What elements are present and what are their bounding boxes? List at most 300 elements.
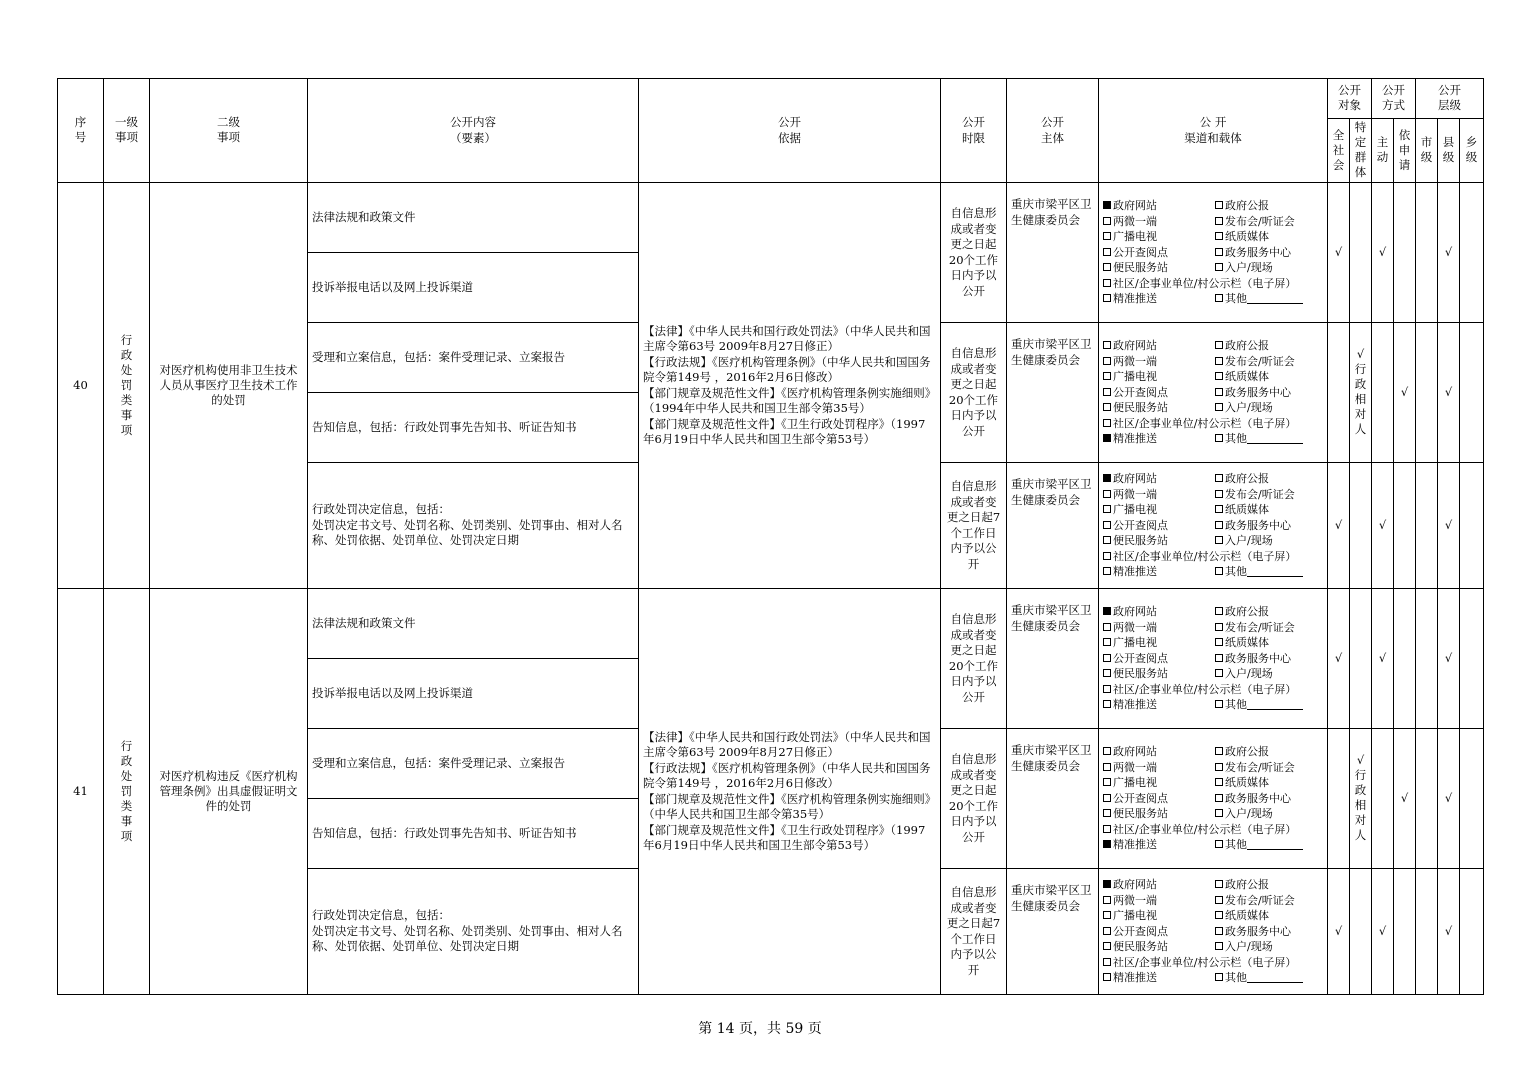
community-checkbox: [1103, 552, 1111, 560]
header-seq: 序号: [58, 79, 104, 183]
header-target-specific: 特定群体: [1350, 119, 1372, 183]
channel-gov-site: [1103, 198, 1215, 214]
channel-label: 政府网站: [1113, 745, 1157, 759]
basis-item: 【部门规章及规范性文件】《卫生行政处罚程序》（1997年6月19日中华人民共和国卫生部令第53号）: [643, 822, 926, 852]
door-checkbox: [1215, 403, 1223, 411]
publish-subject: 重庆市梁平区卫生健康委员会: [1011, 603, 1092, 633]
press-conf-checkbox: [1215, 490, 1223, 498]
mark-level-county: √: [1444, 244, 1453, 259]
channel-service-center: [1215, 385, 1291, 401]
other-blank: [1247, 972, 1303, 983]
service-center-checkbox: [1215, 794, 1223, 802]
channel-other: [1215, 564, 1303, 580]
channel-other: [1215, 697, 1303, 713]
other-checkbox: [1215, 840, 1223, 848]
channel-gov-site: [1103, 604, 1215, 620]
content-item: 行政处罚决定信息，包括： 处罚决定书文号、处罚名称、处罚类别、处罚事由、相对人名称、处罚依据、处罚单位、处罚决定日期: [312, 908, 623, 954]
community-checkbox: [1103, 685, 1111, 693]
header-subject: 公开 主体: [1007, 79, 1099, 183]
channel-gov-site: [1103, 744, 1215, 760]
channel-two-micro: [1103, 760, 1215, 776]
channel-reading: [1103, 924, 1215, 940]
channel-label: 其他: [1225, 698, 1247, 712]
channel-label: 两微一端: [1113, 620, 1157, 634]
channel-paper: [1215, 775, 1269, 791]
channel-label: 两微一端: [1113, 214, 1157, 228]
service-station-checkbox: [1103, 669, 1111, 677]
push-checkbox: [1103, 840, 1111, 848]
channel-other: [1215, 970, 1303, 986]
channel-service-center: [1215, 791, 1291, 807]
mark-method-active: √: [1378, 244, 1387, 259]
door-checkbox: [1215, 942, 1223, 950]
channel-broadcast: [1103, 908, 1215, 924]
channel-community: [1103, 277, 1296, 290]
channel-list: [1103, 338, 1323, 447]
channel-community: [1103, 417, 1296, 430]
service-center-checkbox: [1215, 521, 1223, 529]
channel-gov-gazette: [1215, 471, 1269, 487]
channel-press-conf: [1215, 893, 1295, 909]
channel-label: 广播电视: [1113, 909, 1157, 923]
gov-site-checkbox: [1103, 607, 1111, 615]
door-checkbox: [1215, 263, 1223, 271]
channel-service-center: [1215, 651, 1291, 667]
channel-label: 广播电视: [1113, 636, 1157, 650]
channel-label: 便民服务站: [1113, 401, 1168, 415]
publish-time-limit: 自信息形成或者变更之日起20个工作日内予以公开: [948, 206, 999, 298]
press-conf-checkbox: [1215, 217, 1223, 225]
paper-checkbox: [1215, 778, 1223, 786]
service-station-checkbox: [1103, 536, 1111, 544]
channel-label: 政府网站: [1113, 472, 1157, 486]
channel-service-station: [1103, 400, 1215, 416]
broadcast-checkbox: [1103, 505, 1111, 513]
channel-label: 社区/企事业单位/村公示栏（电子屏）: [1113, 416, 1297, 430]
header-basis: 公开 依据: [639, 79, 941, 183]
channel-label: 政府公报: [1225, 199, 1269, 213]
reading-checkbox: [1103, 521, 1111, 529]
gov-gazette-checkbox: [1215, 880, 1223, 888]
content-item: 受理和立案信息，包括：案件受理记录、立案报告: [312, 349, 565, 364]
paper-checkbox: [1215, 372, 1223, 380]
mark-method-active: √: [1378, 923, 1387, 938]
channel-label: 社区/企事业单位/村公示栏（电子屏）: [1113, 549, 1297, 563]
publish-time-limit: 自信息形成或者变更之日起7个工作日内予以公开: [946, 479, 1001, 571]
content-item: 投诉举报电话以及网上投诉渠道: [312, 685, 473, 700]
channel-label: 社区/企事业单位/村公示栏（电子屏）: [1113, 682, 1297, 696]
channel-two-micro: [1103, 354, 1215, 370]
content-item: 行政处罚决定信息，包括： 处罚决定书文号、处罚名称、处罚类别、处罚事由、相对人名称、处罚依据、处罚单位、处罚决定日期: [312, 502, 623, 548]
channel-push: [1103, 837, 1215, 853]
mark-target-all: √: [1334, 517, 1343, 532]
channel-community: [1103, 823, 1296, 836]
publish-subject: 重庆市梁平区卫生健康委员会: [1011, 337, 1092, 367]
channel-label: 发布会/听证会: [1225, 214, 1295, 228]
channel-label: 发布会/听证会: [1225, 893, 1295, 907]
mark-method-active: √: [1378, 517, 1387, 532]
channel-other: [1215, 431, 1303, 447]
channel-paper: [1215, 635, 1269, 651]
channel-gov-gazette: [1215, 877, 1269, 893]
channel-label: 两微一端: [1113, 893, 1157, 907]
channel-label: 发布会/听证会: [1225, 620, 1295, 634]
broadcast-checkbox: [1103, 638, 1111, 646]
header-level1: 一级事项: [104, 79, 150, 183]
broadcast-checkbox: [1103, 911, 1111, 919]
mark-level-county: √: [1444, 790, 1453, 805]
channel-label: 广播电视: [1113, 370, 1157, 384]
channel-label: 入户/现场: [1225, 261, 1273, 275]
channel-label: 精准推送: [1113, 292, 1157, 306]
channel-other: [1215, 291, 1303, 307]
channel-gov-gazette: [1215, 198, 1269, 214]
channel-two-micro: [1103, 487, 1215, 503]
community-checkbox: [1103, 958, 1111, 966]
header-level-town: 乡级: [1460, 119, 1484, 183]
channel-door: [1215, 533, 1273, 549]
service-station-checkbox: [1103, 263, 1111, 271]
channel-label: 发布会/听证会: [1225, 487, 1295, 501]
channel-reading: [1103, 651, 1215, 667]
community-checkbox: [1103, 279, 1111, 287]
service-center-checkbox: [1215, 388, 1223, 396]
channel-label: 政府网站: [1113, 339, 1157, 353]
mark-target-all: √: [1334, 923, 1343, 938]
channel-reading: [1103, 245, 1215, 261]
channel-community: [1103, 683, 1296, 696]
table-row: [58, 183, 1484, 253]
two-micro-checkbox: [1103, 623, 1111, 631]
channel-broadcast: [1103, 775, 1215, 791]
channel-gov-gazette: [1215, 604, 1269, 620]
push-checkbox: [1103, 434, 1111, 442]
channel-label: 广播电视: [1113, 230, 1157, 244]
broadcast-checkbox: [1103, 372, 1111, 380]
other-checkbox: [1215, 973, 1223, 981]
channel-press-conf: [1215, 760, 1295, 776]
channel-label: 社区/企事业单位/村公示栏（电子屏）: [1113, 822, 1297, 836]
channel-label: 纸质媒体: [1225, 636, 1269, 650]
publish-subject: 重庆市梁平区卫生健康委员会: [1011, 197, 1092, 227]
channel-push: [1103, 564, 1215, 580]
mark-target-all: √: [1334, 244, 1343, 259]
channel-label: 政务服务中心: [1225, 245, 1291, 259]
channel-push: [1103, 697, 1215, 713]
gov-gazette-checkbox: [1215, 607, 1223, 615]
other-blank: [1247, 699, 1303, 710]
community-checkbox: [1103, 825, 1111, 833]
channel-push: [1103, 291, 1215, 307]
channel-label: 纸质媒体: [1225, 230, 1269, 244]
channel-label: 便民服务站: [1113, 940, 1168, 954]
channel-gov-gazette: [1215, 744, 1269, 760]
publish-time-limit: 自信息形成或者变更之日起20个工作日内予以公开: [948, 752, 999, 844]
mark-level-county: √: [1444, 923, 1453, 938]
mark-level-county: √: [1444, 384, 1453, 399]
row-level1: 行政处罚类事项: [120, 332, 133, 437]
channel-service-center: [1215, 924, 1291, 940]
row-seq: 40: [73, 377, 88, 392]
channel-gov-gazette: [1215, 338, 1269, 354]
channel-service-center: [1215, 518, 1291, 534]
mark-method-apply: √: [1400, 384, 1409, 399]
channel-press-conf: [1215, 620, 1295, 636]
content-item: 法律法规和政策文件: [312, 209, 416, 224]
channel-service-station: [1103, 260, 1215, 276]
channel-label: 其他: [1225, 565, 1247, 579]
channel-label: 公开查阅点: [1113, 924, 1168, 938]
channel-label: 政府公报: [1225, 878, 1269, 892]
press-conf-checkbox: [1215, 896, 1223, 904]
channel-list: [1103, 198, 1323, 307]
row-level2: 对医疗机构使用非卫生技术人员从事医疗卫生技术工作的处罚: [159, 363, 298, 407]
content-item: 受理和立案信息，包括：案件受理记录、立案报告: [312, 755, 565, 770]
channel-reading: [1103, 385, 1215, 401]
broadcast-checkbox: [1103, 232, 1111, 240]
press-conf-checkbox: [1215, 763, 1223, 771]
channel-label: 政府公报: [1225, 745, 1269, 759]
mark-method-apply: √: [1400, 790, 1409, 805]
two-micro-checkbox: [1103, 896, 1111, 904]
channel-label: 广播电视: [1113, 776, 1157, 790]
channel-community: [1103, 956, 1296, 969]
gov-gazette-checkbox: [1215, 747, 1223, 755]
channel-broadcast: [1103, 229, 1215, 245]
channel-label: 纸质媒体: [1225, 776, 1269, 790]
channel-label: 便民服务站: [1113, 667, 1168, 681]
channel-label: 公开查阅点: [1113, 791, 1168, 805]
channel-label: 两微一端: [1113, 760, 1157, 774]
channel-label: 政府网站: [1113, 199, 1157, 213]
gov-gazette-checkbox: [1215, 474, 1223, 482]
channel-service-station: [1103, 806, 1215, 822]
channel-label: 广播电视: [1113, 503, 1157, 517]
header-method-active: 主动: [1372, 119, 1394, 183]
channel-push: [1103, 970, 1215, 986]
basis-item: 【部门规章及规范性文件】《医疗机构管理条例实施细则》（中华人民共和国卫生部令第35号）: [643, 791, 931, 821]
channel-label: 其他: [1225, 432, 1247, 446]
channel-label: 其他: [1225, 292, 1247, 306]
reading-checkbox: [1103, 654, 1111, 662]
paper-checkbox: [1215, 505, 1223, 513]
mark-target-specific: √行政相对人: [1354, 347, 1367, 437]
basis-item: 【法律】《中华人民共和国行政处罚法》（中华人民共和国主席令第63号 2009年8月27日修正）: [643, 729, 931, 759]
basis-item: 【部门规章及规范性文件】《医疗机构管理条例实施细则》（1994年中华人民共和国卫生部令第35号）: [643, 385, 931, 415]
channel-service-station: [1103, 666, 1215, 682]
publish-time-limit: 自信息形成或者变更之日起20个工作日内予以公开: [948, 612, 999, 704]
channel-door: [1215, 400, 1273, 416]
channel-list: [1103, 877, 1323, 986]
other-blank: [1247, 839, 1303, 850]
reading-checkbox: [1103, 794, 1111, 802]
press-conf-checkbox: [1215, 357, 1223, 365]
header-level: 公开层级: [1416, 79, 1484, 119]
push-checkbox: [1103, 700, 1111, 708]
channel-label: 社区/企事业单位/村公示栏（电子屏）: [1113, 955, 1297, 969]
push-checkbox: [1103, 973, 1111, 981]
row-level1: 行政处罚类事项: [120, 738, 133, 843]
basis-cell: [639, 183, 941, 589]
broadcast-checkbox: [1103, 778, 1111, 786]
channel-broadcast: [1103, 635, 1215, 651]
publish-time-limit: 自信息形成或者变更之日起7个工作日内予以公开: [946, 885, 1001, 977]
content-item: 告知信息，包括：行政处罚事先告知书、听证告知书: [312, 419, 577, 434]
channel-push: [1103, 431, 1215, 447]
channel-label: 入户/现场: [1225, 401, 1273, 415]
channel-label: 公开查阅点: [1113, 385, 1168, 399]
mark-level-county: √: [1444, 650, 1453, 665]
channel-two-micro: [1103, 620, 1215, 636]
header-target-all: 全社会: [1328, 119, 1350, 183]
publish-subject: 重庆市梁平区卫生健康委员会: [1011, 883, 1092, 913]
channel-label: 两微一端: [1113, 487, 1157, 501]
channel-door: [1215, 939, 1273, 955]
channel-gov-site: [1103, 877, 1215, 893]
gov-site-checkbox: [1103, 880, 1111, 888]
publish-time-limit: 自信息形成或者变更之日起20个工作日内予以公开: [948, 346, 999, 438]
channel-label: 便民服务站: [1113, 534, 1168, 548]
channel-label: 公开查阅点: [1113, 651, 1168, 665]
channel-label: 入户/现场: [1225, 534, 1273, 548]
channel-label: 公开查阅点: [1113, 245, 1168, 259]
channel-label: 公开查阅点: [1113, 518, 1168, 532]
channel-two-micro: [1103, 214, 1215, 230]
channel-community: [1103, 550, 1296, 563]
channel-label: 便民服务站: [1113, 807, 1168, 821]
content-item: 法律法规和政策文件: [312, 615, 416, 630]
channel-two-micro: [1103, 893, 1215, 909]
channel-press-conf: [1215, 214, 1295, 230]
gov-site-checkbox: [1103, 474, 1111, 482]
service-center-checkbox: [1215, 248, 1223, 256]
channel-service-station: [1103, 533, 1215, 549]
door-checkbox: [1215, 809, 1223, 817]
service-station-checkbox: [1103, 942, 1111, 950]
channel-label: 政府公报: [1225, 472, 1269, 486]
reading-checkbox: [1103, 248, 1111, 256]
channel-label: 政务服务中心: [1225, 924, 1291, 938]
channel-label: 两微一端: [1113, 354, 1157, 368]
gov-site-checkbox: [1103, 201, 1111, 209]
channel-press-conf: [1215, 487, 1295, 503]
mark-target-all: √: [1334, 650, 1343, 665]
content-item: 投诉举报电话以及网上投诉渠道: [312, 279, 473, 294]
channel-label: 其他: [1225, 971, 1247, 985]
channel-service-station: [1103, 939, 1215, 955]
channel-label: 入户/现场: [1225, 940, 1273, 954]
reading-checkbox: [1103, 927, 1111, 935]
channel-label: 社区/企事业单位/村公示栏（电子屏）: [1113, 276, 1297, 290]
header-level2: 二级事项: [150, 79, 308, 183]
gov-gazette-checkbox: [1215, 201, 1223, 209]
header-level-county: 县级: [1438, 119, 1460, 183]
channel-label: 精准推送: [1113, 971, 1157, 985]
service-station-checkbox: [1103, 403, 1111, 411]
paper-checkbox: [1215, 232, 1223, 240]
header-target: 公开对象: [1328, 79, 1372, 119]
channel-label: 精准推送: [1113, 838, 1157, 852]
channel-label: 纸质媒体: [1225, 909, 1269, 923]
publish-subject: 重庆市梁平区卫生健康委员会: [1011, 743, 1092, 773]
channel-label: 纸质媒体: [1225, 503, 1269, 517]
channel-label: 政务服务中心: [1225, 651, 1291, 665]
channel-other: [1215, 837, 1303, 853]
channel-service-center: [1215, 245, 1291, 261]
channel-label: 政府公报: [1225, 339, 1269, 353]
press-conf-checkbox: [1215, 623, 1223, 631]
channel-broadcast: [1103, 369, 1215, 385]
two-micro-checkbox: [1103, 490, 1111, 498]
channel-label: 政务服务中心: [1225, 791, 1291, 805]
channel-label: 政务服务中心: [1225, 385, 1291, 399]
channel-paper: [1215, 369, 1269, 385]
other-blank: [1247, 566, 1303, 577]
channel-label: 入户/现场: [1225, 667, 1273, 681]
disclosure-table: [57, 78, 1484, 995]
other-checkbox: [1215, 434, 1223, 442]
channel-label: 入户/现场: [1225, 807, 1273, 821]
channel-label: 政府网站: [1113, 605, 1157, 619]
channel-label: 其他: [1225, 838, 1247, 852]
table-row: [58, 589, 1484, 659]
channel-gov-site: [1103, 471, 1215, 487]
channel-gov-site: [1103, 338, 1215, 354]
gov-site-checkbox: [1103, 341, 1111, 349]
basis-item: 【行政法规】《医疗机构管理条例》（中华人民共和国国务院令第149号 ，2016年2月6日修改）: [643, 354, 931, 384]
reading-checkbox: [1103, 388, 1111, 396]
service-center-checkbox: [1215, 654, 1223, 662]
channel-label: 政府网站: [1113, 878, 1157, 892]
channel-door: [1215, 260, 1273, 276]
paper-checkbox: [1215, 638, 1223, 646]
channel-broadcast: [1103, 502, 1215, 518]
channel-reading: [1103, 518, 1215, 534]
door-checkbox: [1215, 536, 1223, 544]
two-micro-checkbox: [1103, 217, 1111, 225]
channel-label: 便民服务站: [1113, 261, 1168, 275]
channel-label: 精准推送: [1113, 432, 1157, 446]
header-limit: 公开 时限: [941, 79, 1007, 183]
row-level2: 对医疗机构违反《医疗机构管理条例》出具虚假证明文件的处罚: [159, 769, 298, 813]
header-channel: 公 开 渠道和载体: [1099, 79, 1328, 183]
gov-gazette-checkbox: [1215, 341, 1223, 349]
other-checkbox: [1215, 567, 1223, 575]
channel-list: [1103, 604, 1323, 713]
gov-site-checkbox: [1103, 747, 1111, 755]
header-level-city: 市级: [1416, 119, 1438, 183]
header-method-apply: 依申请: [1394, 119, 1416, 183]
mark-method-active: √: [1378, 650, 1387, 665]
two-micro-checkbox: [1103, 763, 1111, 771]
header-method: 公开方式: [1372, 79, 1416, 119]
basis-cell: [639, 589, 941, 995]
channel-label: 精准推送: [1113, 565, 1157, 579]
service-station-checkbox: [1103, 809, 1111, 817]
channel-reading: [1103, 791, 1215, 807]
community-checkbox: [1103, 419, 1111, 427]
two-micro-checkbox: [1103, 357, 1111, 365]
channel-label: 精准推送: [1113, 698, 1157, 712]
basis-item: 【行政法规】《医疗机构管理条例》（中华人民共和国国务院令第149号 ，2016年2月6日修改）: [643, 760, 931, 790]
mark-target-specific: √行政相对人: [1354, 753, 1367, 843]
content-item: 告知信息，包括：行政处罚事先告知书、听证告知书: [312, 825, 577, 840]
other-blank: [1247, 433, 1303, 444]
channel-paper: [1215, 908, 1269, 924]
paper-checkbox: [1215, 911, 1223, 919]
other-checkbox: [1215, 294, 1223, 302]
publish-subject: 重庆市梁平区卫生健康委员会: [1011, 477, 1092, 507]
